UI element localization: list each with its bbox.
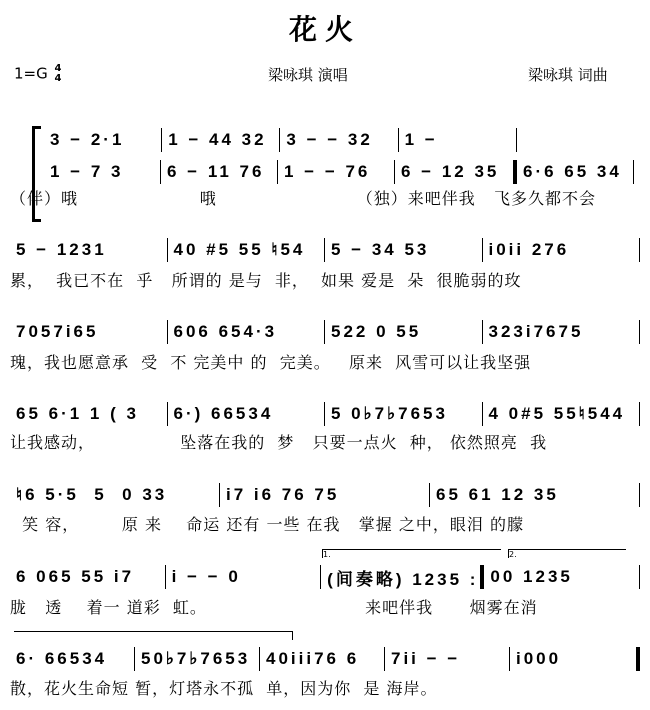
- measure: 3 − − 32: [286, 130, 373, 149]
- time-signature: [55, 64, 62, 84]
- notation-row: [10, 565, 640, 589]
- lyrics-line: 笑 容， 原 来 命运 还有 一些 在我 掌握 之中，眼泪 的朦: [10, 515, 524, 534]
- time-top: 4: [54, 63, 62, 74]
- barline: [639, 565, 640, 589]
- barline: [639, 320, 640, 344]
- barline: [639, 402, 640, 426]
- lyrics-line: 累， 我已不在 乎 所谓的 是与 非， 如果 爱是 朵 很脆弱的玫: [10, 271, 522, 290]
- measure: 323i7675: [488, 322, 584, 341]
- lyrics-line: 胧 透 着一 道彩 虹。 来吧伴我 烟雾在消: [10, 598, 538, 617]
- measure: 6 065 55 i7: [16, 567, 135, 586]
- measure: ♮6 5·5 5 0 33: [16, 485, 168, 504]
- volta-bracket: 2.: [508, 549, 626, 558]
- measure: 6·) 66534: [173, 404, 274, 423]
- measure: 606 654·3: [173, 322, 278, 341]
- measure: 6· 66534: [16, 649, 108, 668]
- measure: 6·6 65 34: [523, 162, 622, 181]
- measure: 50♭7♭7653: [141, 649, 251, 668]
- time-bottom: 4: [54, 73, 62, 84]
- barline: [516, 128, 517, 152]
- measure: 1 −: [404, 130, 438, 149]
- credits: 梁咏琪 词曲: [528, 66, 608, 84]
- notation-row: [10, 320, 640, 344]
- barline: [636, 647, 640, 671]
- measure: 6 − 12 35: [401, 162, 500, 181]
- lyrics-line: 散，花火生命短 暂，灯塔永不孤 单，因为你 是 海岸。: [10, 679, 438, 698]
- lyrics-line: 让我感动， 坠落在我的 梦 只要一点火 种， 依然照亮 我: [10, 433, 548, 452]
- measure: 65 61 12 35: [436, 485, 559, 504]
- measure: i0ii 276: [488, 240, 570, 259]
- measure: i − − 0: [171, 567, 241, 586]
- notation-row: [44, 128, 634, 152]
- notation-row: [10, 238, 640, 262]
- measure: 4 0#5 55♮544: [488, 404, 626, 423]
- measure: i7 i6 76 75: [226, 485, 340, 504]
- barline: [639, 238, 640, 262]
- lyrics-line: （伴）哦 哦 （独）来吧伴我 飞多久都不会: [10, 189, 596, 208]
- volta-continuation: [14, 631, 293, 640]
- volta-bracket: 1.: [322, 549, 501, 558]
- measure: 65 6·1 1 ( 3: [16, 404, 139, 423]
- measure: 1 − 7 3: [50, 162, 124, 181]
- measure: 1 − − 76: [284, 162, 371, 181]
- key-signature: [14, 64, 62, 84]
- performer: 梁咏琪 演唱: [268, 66, 348, 84]
- measure: 3 − 2·1: [50, 130, 125, 149]
- notation-row: [10, 402, 640, 426]
- measure: 6 − 11 76: [167, 162, 265, 181]
- lyrics-line: 瑰，我也愿意承 受 不 完美中 的 完美。 原来 风雪可以让我坚强: [10, 353, 532, 372]
- measure: 1 − 44 32: [168, 130, 267, 149]
- notation-row: [10, 483, 640, 507]
- measure: 00 1235: [490, 567, 573, 586]
- notation-row: [10, 647, 640, 671]
- measure: 5 0♭7♭7653: [331, 404, 448, 423]
- notation-row: [44, 160, 634, 184]
- barline: [633, 160, 634, 184]
- measure: (间奏略) 1235 :: [327, 569, 479, 589]
- measure: 5 − 1231: [16, 240, 107, 259]
- measure: 7057i65: [16, 322, 99, 341]
- key-label: 1=G: [14, 64, 48, 83]
- measure: 40iii76 6: [266, 649, 360, 668]
- measure: 40 #5 55 ♮54: [173, 240, 306, 259]
- measure: 7ii − −: [391, 649, 461, 668]
- barline: [639, 483, 640, 507]
- measure: 522 0 55: [331, 322, 422, 341]
- measure: i000: [516, 649, 562, 668]
- song-title: 花火: [288, 13, 361, 46]
- measure: 5 − 34 53: [331, 240, 430, 259]
